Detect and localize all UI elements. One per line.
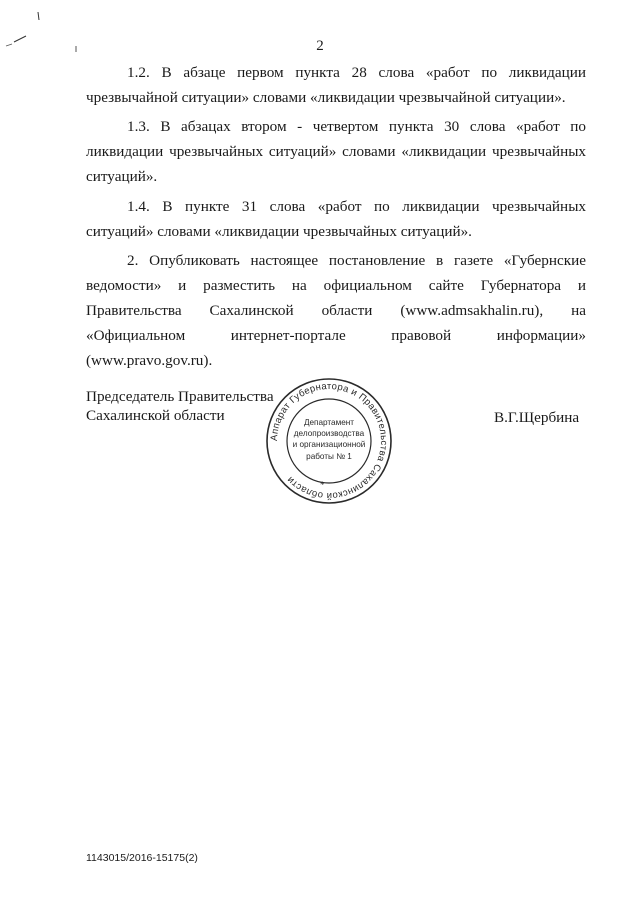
paragraph-1-4: 1.4. В пункте 31 слова «работ по ликвидации чрезвычайных ситуаций» словами «ликвидации чрезвычайных ситуаций». [86, 198, 586, 240]
official-stamp [264, 376, 394, 506]
signatory-position-line2: Сахалинской области [86, 407, 225, 424]
stamp-line-2: делопроизводства [293, 429, 365, 438]
stamp-line-3: и организационной [292, 440, 366, 449]
document-body [86, 60, 586, 373]
page-number: 2 [316, 38, 324, 54]
document-registration-code: 1143015/2016-15175(2) [86, 852, 198, 864]
stamp-line-1: Департамент [303, 418, 355, 427]
stamp-outer-text: Аппарат Губернатора и Правительства Сахалинской области [268, 380, 390, 502]
signatory-position-line1: Председатель Правительства [86, 388, 274, 405]
signatory-position [86, 387, 274, 425]
stamp-star-icon: * [320, 480, 325, 490]
paragraph-1-2: 1.2. В абзаце первом пункта 28 слова «работ по ликвидации чрезвычайной ситуации» словами «ликвидации чрезвычайной ситуации». [86, 64, 586, 106]
stamp-line-4: работы № 1 [306, 452, 352, 461]
paragraph-2: 2. Опубликовать настоящее постановление в газете «Губернские ведомости» и разместить на официальном сайте Губернатора и Правительства Сахалинской области (www.admsakhalin.ru), на «Официальном интернет-портале правовой информации» (www.pravo.gov.ru). [86, 252, 586, 369]
paragraph-1-3: 1.3. В абзацах втором - четвертом пункта 30 слова «работ по ликвидации чрезвычайных ситуаций» словами «ликвидации чрезвычайных ситуаций». [86, 118, 586, 185]
signatory-name: В.Г.Щербина [494, 409, 580, 426]
